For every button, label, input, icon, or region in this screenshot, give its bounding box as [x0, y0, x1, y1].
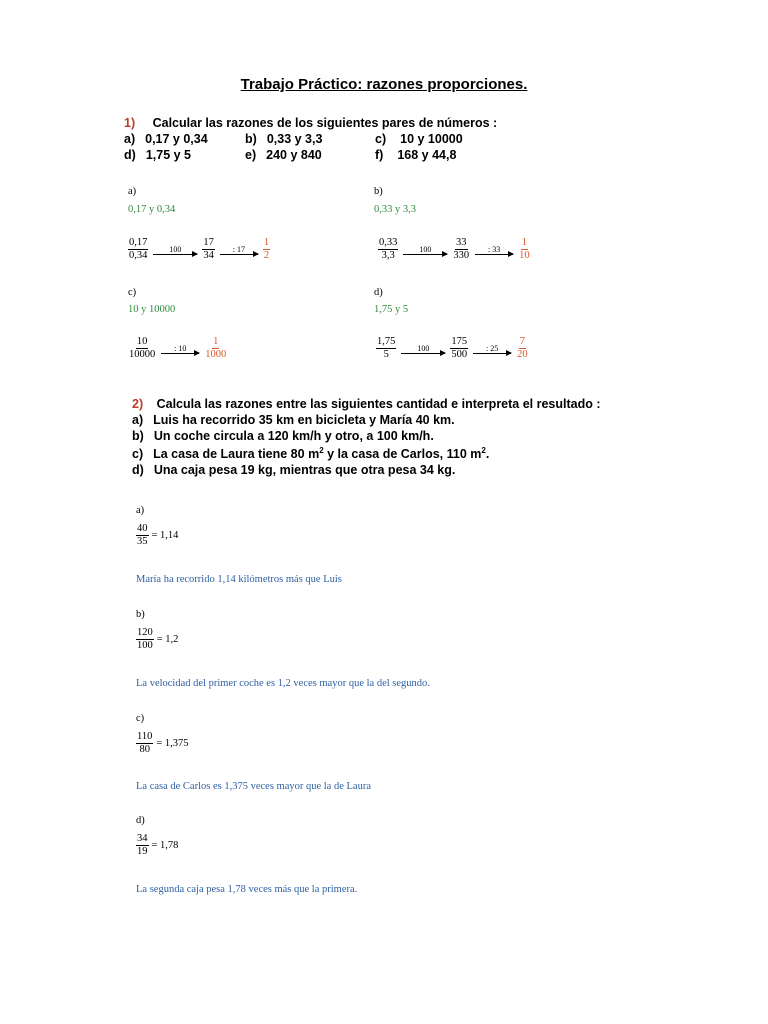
arrow-icon: : 25	[473, 344, 511, 354]
q1-solution-d-chain	[376, 336, 529, 361]
q2-item-d: d) Una caja pesa 19 kg, mientras que otra pesa 34 kg.	[132, 463, 456, 477]
q1-solution-d-label: d)	[374, 287, 383, 298]
q2-solution-c-label: c)	[136, 713, 145, 724]
fraction: $\frac{34}{19}$	[137, 833, 148, 857]
fraction: $\frac{1,75}{5}$	[377, 336, 396, 360]
arrow-icon: : 17	[220, 245, 258, 255]
q1-item-a: a) 0,17 y 0,34	[124, 132, 208, 146]
arrow-icon: 100	[153, 245, 197, 255]
q2-item-a: a) Luis ha recorrido 35 km en bicicleta y María 40 km.	[132, 413, 455, 427]
question-2-statement: Calcula las razones entre las siguientes cantidad e interpreta el resultado :	[156, 397, 601, 411]
document-title: Trabajo Práctico: razones proporciones.	[240, 76, 528, 93]
arrow-icon: 100	[403, 245, 447, 255]
q2-solution-a-calc	[136, 523, 178, 548]
q2-item-b: b) Un coche circula a 120 km/h y otro, a 100 km/h.	[132, 429, 434, 443]
q2-solution-b-label: b)	[136, 609, 145, 620]
result-fraction: $\frac{7}{20}$	[517, 336, 528, 360]
arrow-icon: : 33	[475, 245, 513, 255]
result-fraction: $\frac{1}{1000}$	[205, 336, 227, 360]
q1-solution-d-pair: 1,75 y 5	[374, 304, 409, 315]
q1-solution-c-pair: 10 y 10000	[128, 304, 176, 315]
fraction: $\frac{17}{34}$	[203, 237, 214, 261]
q2-solution-a-label: a)	[136, 505, 145, 516]
fraction: $\frac{10}{10000}$	[129, 336, 156, 360]
q2-solution-c-comment: La casa de Carlos es 1,375 veces mayor que la de Laura	[136, 781, 371, 792]
q1-solution-c-chain	[128, 336, 227, 361]
question-2-number: 2)	[132, 397, 144, 411]
q1-solution-c-label: c)	[128, 287, 137, 298]
q1-solution-b-pair: 0,33 y 3,3	[374, 204, 416, 215]
q2-item-c: c) La casa de Laura tiene 80 $m^2$ y la casa de Carlos, 110 $m^2$.	[132, 446, 490, 462]
fraction: $\frac{175}{500}$	[451, 336, 468, 360]
q1-item-c: c) 10 y 10000	[375, 132, 463, 146]
result-value: = 1,375	[156, 738, 189, 749]
fraction: $\frac{0,17}{0,34}$	[129, 237, 148, 261]
q1-solution-b-label: b)	[374, 186, 383, 197]
fraction: $\frac{120}{100}$	[137, 627, 153, 651]
q1-solution-a-chain	[128, 237, 270, 262]
q1-item-d: d) 1,75 y 5	[124, 148, 191, 162]
q1-item-f: f) 168 y 44,8	[375, 148, 457, 162]
q1-item-e: e) 240 y 840	[245, 148, 322, 162]
result-fraction: $\frac{1}{2}$	[263, 237, 270, 261]
q1-item-b: b) 0,33 y 3,3	[245, 132, 323, 146]
result-fraction: $\frac{1}{10}$	[519, 237, 530, 261]
q2-solution-a-comment: María ha recorrido 1,14 kilómetros más que Luis	[136, 574, 342, 585]
result-value: = 1,2	[156, 634, 179, 645]
result-value: = 1,14	[151, 530, 179, 541]
q2-solution-d-comment: La segunda caja pesa 1,78 veces más que la primera.	[136, 884, 358, 895]
q1-solution-a-pair: 0,17 y 0,34	[128, 204, 176, 215]
question-1-number: 1)	[124, 116, 136, 130]
arrow-icon: 100	[401, 344, 445, 354]
q1-solution-a-label: a)	[128, 186, 137, 197]
fraction: $\frac{0,33}{3,3}$	[379, 237, 398, 261]
question-1-statement: Calcular las razones de los siguientes pares de números :	[152, 116, 498, 130]
question-2-heading	[132, 397, 601, 411]
fraction: $\frac{33}{330}$	[453, 237, 470, 261]
fraction: $\frac{40}{35}$	[137, 523, 148, 547]
q2-solution-c-calc	[136, 731, 189, 756]
q2-solution-b-comment: La velocidad del primer coche es 1,2 veces mayor que la del segundo.	[136, 678, 430, 689]
result-value: = 1,78	[151, 840, 179, 851]
q1-solution-b-chain	[378, 237, 531, 262]
question-1-heading	[124, 116, 497, 130]
fraction: $\frac{110}{80}$	[137, 731, 153, 755]
q2-solution-d-calc	[136, 833, 178, 858]
q2-solution-d-label: d)	[136, 815, 145, 826]
q2-solution-b-calc	[136, 627, 178, 652]
arrow-icon: : 10	[161, 344, 199, 354]
